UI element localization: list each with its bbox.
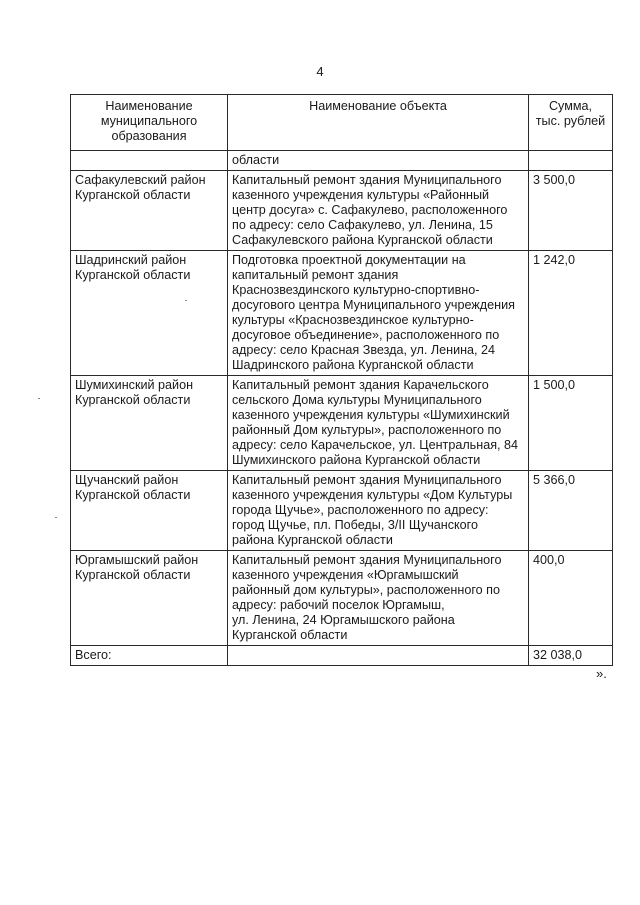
cell-sum: 1 242,0 [529, 251, 613, 376]
cell-sum: 3 500,0 [529, 171, 613, 251]
cell-municipality: Юргамышский район Курганской области [71, 551, 228, 646]
cell-sum: 400,0 [529, 551, 613, 646]
scan-speck [185, 300, 187, 301]
cell-sum: 5 366,0 [529, 471, 613, 551]
header-municipality: Наименование муниципального образования [71, 95, 228, 151]
total-sum: 32 038,0 [529, 646, 613, 666]
cell-object: области [228, 151, 529, 171]
cell-municipality [71, 151, 228, 171]
cell-municipality: Сафакулевский район Курганской области [71, 171, 228, 251]
cell-municipality: Щучанский район Курганской области [71, 471, 228, 551]
closing-quote-mark: ». [596, 666, 607, 681]
cell-municipality: Шадринский район Курганской области [71, 251, 228, 376]
header-sum: Сумма, тыс. рублей [529, 95, 613, 151]
table-row [71, 471, 613, 551]
table-row [71, 376, 613, 471]
cell-object: Подготовка проектной документации на капитальный ремонт здания Краснозвездинского культурно-спортивно- досугового центра Муниципального учреждения культуры «Краснозвездинское культурно- досуговое объединение», расположенного по адресу: село Красная Звезда, ул. Ленина, 24 Шадринского района Курганской области [228, 251, 529, 376]
table-header-row [71, 95, 613, 151]
cell-object: Капитальный ремонт здания Муниципального казенного учреждения «Юргамышский районный дом культуры», расположенного по адресу: рабочий поселок Юргамыш, ул. Ленина, 24 Юргамышского района Курганской области [228, 551, 529, 646]
page-number: 4 [316, 64, 324, 79]
cell-object: Капитальный ремонт здания Муниципального казенного учреждения культуры «Районный центр досуга» с. Сафакулево, расположенного по адресу: село Сафакулево, ул. Ленина, 15 Сафакулевского района Курганской области [228, 171, 529, 251]
table-row [71, 551, 613, 646]
cell-sum [529, 151, 613, 171]
table-total-row [71, 646, 613, 666]
cell-sum: 1 500,0 [529, 376, 613, 471]
funding-table [70, 94, 613, 666]
cell-object: Капитальный ремонт здания Муниципального казенного учреждения культуры «Дом Культуры города Щучье», расположенного по адресу: город Щучье, пл. Победы, 3/II Щучанского района Курганской области [228, 471, 529, 551]
header-object: Наименование объекта [228, 95, 529, 151]
table-row [71, 171, 613, 251]
table-row [71, 251, 613, 376]
scan-speck [38, 398, 40, 399]
cell-object: Капитальный ремонт здания Карачельского сельского Дома культуры Муниципального казенного учреждения культуры «Шумихинский районный Дом культуры», расположенного по адресу: село Карачельское, ул. Центральная, 84 Шумихинского района Курганской области [228, 376, 529, 471]
total-object [228, 646, 529, 666]
cell-municipality: Шумихинский район Курганской области [71, 376, 228, 471]
table-row [71, 151, 613, 171]
scan-speck [55, 517, 57, 518]
total-label: Всего: [71, 646, 228, 666]
